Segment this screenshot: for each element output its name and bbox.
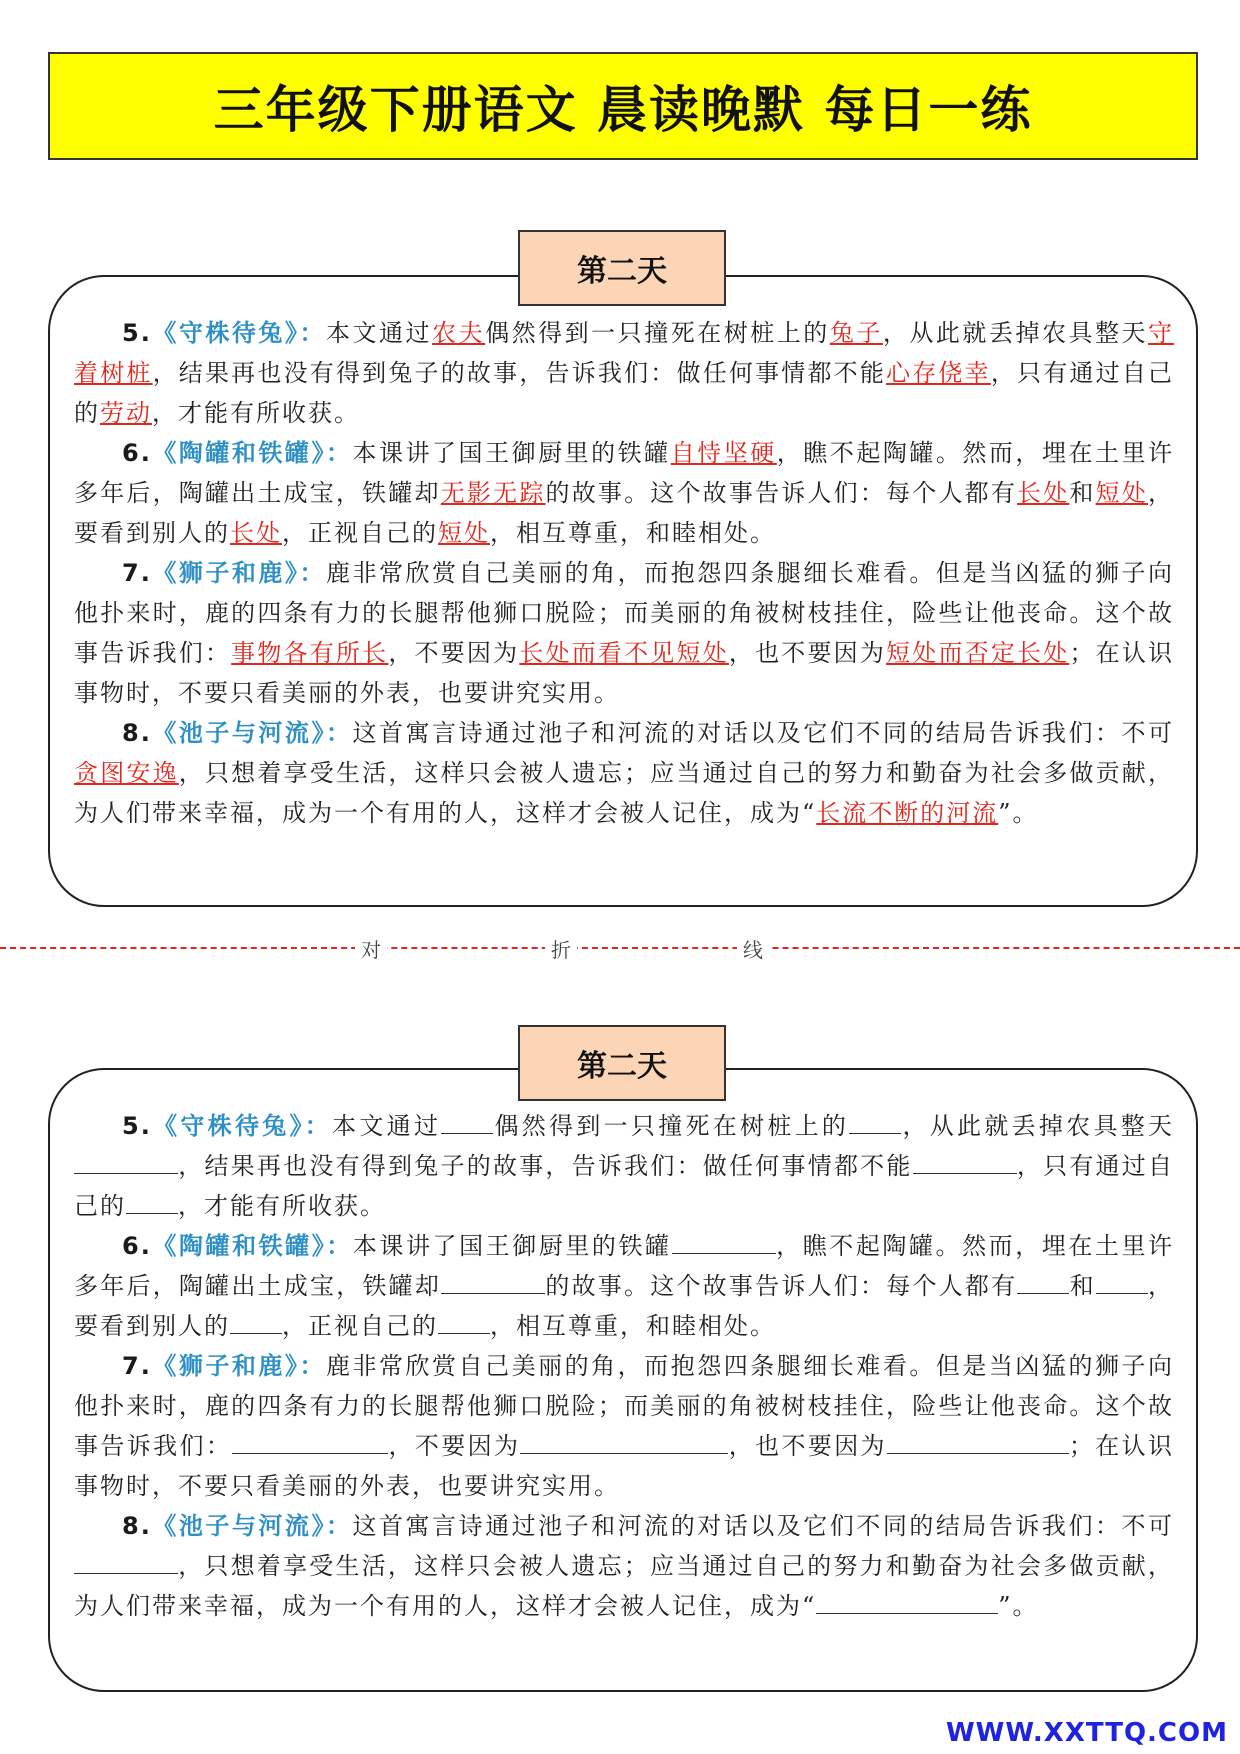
text-segment: ，也不要因为 (728, 1432, 887, 1460)
fill-blank[interactable] (1096, 1269, 1148, 1294)
text-segment: ，不要因为 (388, 639, 520, 667)
text-segment: ，从此就丢掉农具整天 (882, 319, 1149, 347)
fill-blank[interactable] (230, 1309, 282, 1334)
question-number: 5. (122, 1112, 152, 1140)
text-segment: 偶然得到一只撞死在树桩上的 (493, 1112, 850, 1140)
question-paragraph (74, 1506, 1174, 1626)
question-number: 8. (122, 1512, 152, 1540)
fold-label-2: 折 (545, 934, 577, 963)
answer-text: 事物各有所长 (231, 639, 389, 667)
question-number: 7. (122, 1352, 152, 1380)
lesson-title: 《池子与河流》： (151, 719, 353, 747)
text-segment: 和 (1069, 479, 1096, 507)
text-segment: 这首寓言诗通过池子和河流的对话以及它们不同的结局告诉我们：不可 (352, 719, 1174, 747)
text-segment: 偶然得到一只撞死在树桩上的 (485, 319, 830, 347)
text-segment: ，才能有所收获。 (152, 399, 360, 427)
text-segment: 的故事。这个故事告诉人们：每个人都有 (545, 479, 1018, 507)
page-title: 三年级下册语文 晨读晚默 每日一练 (213, 81, 1033, 139)
text-segment: ，瞧不起陶罐。然而，埋在土里许多年后，陶罐出土成宝，铁罐却 (74, 439, 1175, 507)
text-segment: 这首寓言诗通过池子和河流的对话以及它们不同的结局告诉我们：不可 (352, 1512, 1174, 1540)
answer-text: 短处 (1095, 479, 1149, 507)
text-segment: 本文通过 (332, 1112, 442, 1140)
question-number: 6. (122, 1232, 152, 1260)
text-segment: ，结果再也没有得到兔子的故事，告诉我们：做任何事情都不能 (152, 359, 887, 387)
question-paragraph (74, 553, 1174, 713)
text-segment: 本课讲了国王御厨里的铁罐 (352, 439, 671, 467)
text-segment: 本课讲了国王御厨里的铁罐 (352, 1232, 672, 1260)
fill-blank[interactable] (816, 1589, 998, 1614)
answer-text: 农夫 (432, 319, 486, 347)
question-paragraph (74, 1346, 1174, 1506)
lesson-title: 《狮子和鹿》： (151, 559, 326, 587)
fill-blank[interactable] (74, 1149, 178, 1174)
answer-text: 贪图安逸 (74, 759, 179, 787)
text-segment: ，要看到别人的 (74, 1272, 1175, 1340)
fold-label-3: 线 (737, 934, 769, 963)
text-segment: 本文通过 (325, 319, 433, 347)
lesson-title: 《守株待兔》： (151, 1112, 333, 1140)
text-segment: ”。 (998, 799, 1039, 827)
answer-text: 心存侥幸 (886, 359, 991, 387)
blank-content (74, 1106, 1174, 1626)
fill-blank[interactable] (438, 1309, 490, 1334)
text-segment: ，只想着享受生活，这样只会被人遗忘；应当通过自己的努力和勤奋为社会多做贡献，为人们带来幸福，成为一个有用的人，这样才会被人记住，成为“ (74, 759, 1174, 827)
answer-text: 劳动 (100, 399, 152, 427)
text-segment: ；在认识事物时，不要只看美丽的外表，也要讲究实用。 (74, 639, 1175, 707)
text-segment: 鹿非常欣赏自己美丽的角，而抱怨四条腿细长难看。但是当凶猛的狮子向他扑来时，鹿的四条有力的长腿帮他狮口脱险；而美丽的角被树枝挂住，险些让他丧命。这个故事告诉我们： (74, 1352, 1175, 1460)
answer-text: 无影无踪 (440, 479, 546, 507)
text-segment: ，不要因为 (388, 1432, 521, 1460)
text-segment: ，只想着享受生活，这样只会被人遗忘；应当通过自己的努力和勤奋为社会多做贡献，为人们带来幸福，成为一个有用的人，这样才会被人记住，成为“ (74, 1552, 1174, 1620)
fill-blank[interactable] (887, 1429, 1069, 1454)
lesson-title: 《守株待兔》： (151, 319, 326, 347)
text-segment: ”。 (998, 1592, 1039, 1620)
question-number: 6. (122, 439, 152, 467)
text-segment: ；在认识事物时，不要只看美丽的外表，也要讲究实用。 (74, 1432, 1175, 1500)
answer-text: 守着树桩 (74, 319, 1175, 387)
question-paragraph (74, 1226, 1174, 1346)
text-segment: 的故事。这个故事告诉人们：每个人都有 (545, 1272, 1018, 1300)
answer-text: 兔子 (829, 319, 883, 347)
question-number: 5. (122, 319, 152, 347)
answer-text: 自恃坚硬 (670, 439, 777, 467)
text-segment: ，只有通过自己的 (74, 359, 1175, 427)
fill-blank[interactable] (913, 1149, 1017, 1174)
question-number: 8. (122, 719, 152, 747)
fill-blank[interactable] (441, 1109, 493, 1134)
answer-text: 长处 (230, 519, 282, 547)
lesson-title: 《狮子和鹿》： (151, 1352, 326, 1380)
text-segment: ，才能有所收获。 (178, 1192, 386, 1220)
day-label-blank: 第二天 (518, 1025, 726, 1101)
day-label-answer: 第二天 (518, 230, 726, 306)
fill-blank[interactable] (849, 1109, 901, 1134)
text-segment: ，只有通过自己的 (74, 1152, 1175, 1220)
answer-text: 短处 (438, 519, 490, 547)
fold-label-1: 对 (355, 934, 387, 963)
question-paragraph (74, 1106, 1174, 1226)
fill-blank[interactable] (520, 1429, 728, 1454)
answer-text: 长处 (1017, 479, 1070, 507)
lesson-title: 《陶罐和铁罐》： (151, 439, 353, 467)
fill-blank[interactable] (1017, 1269, 1069, 1294)
text-segment: ，也不要因为 (728, 639, 887, 667)
lesson-title: 《池子与河流》： (151, 1512, 353, 1540)
answer-content (74, 313, 1174, 833)
fold-line (0, 947, 1240, 949)
text-segment: ，从此就丢掉农具整天 (901, 1112, 1175, 1140)
answer-text: 短处而否定长处 (886, 639, 1070, 667)
fill-blank[interactable] (441, 1269, 545, 1294)
fill-blank[interactable] (672, 1229, 776, 1254)
question-paragraph (74, 713, 1174, 833)
website-label: WWW.XXTTQ.COM (946, 1718, 1228, 1748)
text-segment: ，结果再也没有得到兔子的故事，告诉我们：做任何事情都不能 (178, 1152, 913, 1180)
question-paragraph (74, 313, 1174, 433)
answer-text: 长流不断的河流 (816, 799, 999, 827)
question-number: 7. (122, 559, 152, 587)
text-segment: ，正视自己的 (282, 519, 438, 547)
text-segment: ，瞧不起陶罐。然而，埋在土里许多年后，陶罐出土成宝，铁罐却 (74, 1232, 1175, 1300)
text-segment: ，相互尊重，和睦相处。 (490, 1312, 776, 1340)
fill-blank[interactable] (126, 1189, 178, 1214)
lesson-title: 《陶罐和铁罐》： (151, 1232, 353, 1260)
fill-blank[interactable] (232, 1429, 388, 1454)
text-segment: 鹿非常欣赏自己美丽的角，而抱怨四条腿细长难看。但是当凶猛的狮子向他扑来时，鹿的四条有力的长腿帮他狮口脱险；而美丽的角被树枝挂住，险些让他丧命。这个故事告诉我们： (74, 559, 1175, 667)
text-segment: ，正视自己的 (282, 1312, 438, 1340)
answer-text: 长处而看不见短处 (519, 639, 729, 667)
text-segment: ，要看到别人的 (74, 479, 1175, 547)
text-segment: 和 (1069, 1272, 1096, 1300)
text-segment: ，相互尊重，和睦相处。 (490, 519, 776, 547)
fill-blank[interactable] (74, 1549, 178, 1574)
question-paragraph (74, 433, 1174, 553)
title-banner (48, 52, 1198, 160)
